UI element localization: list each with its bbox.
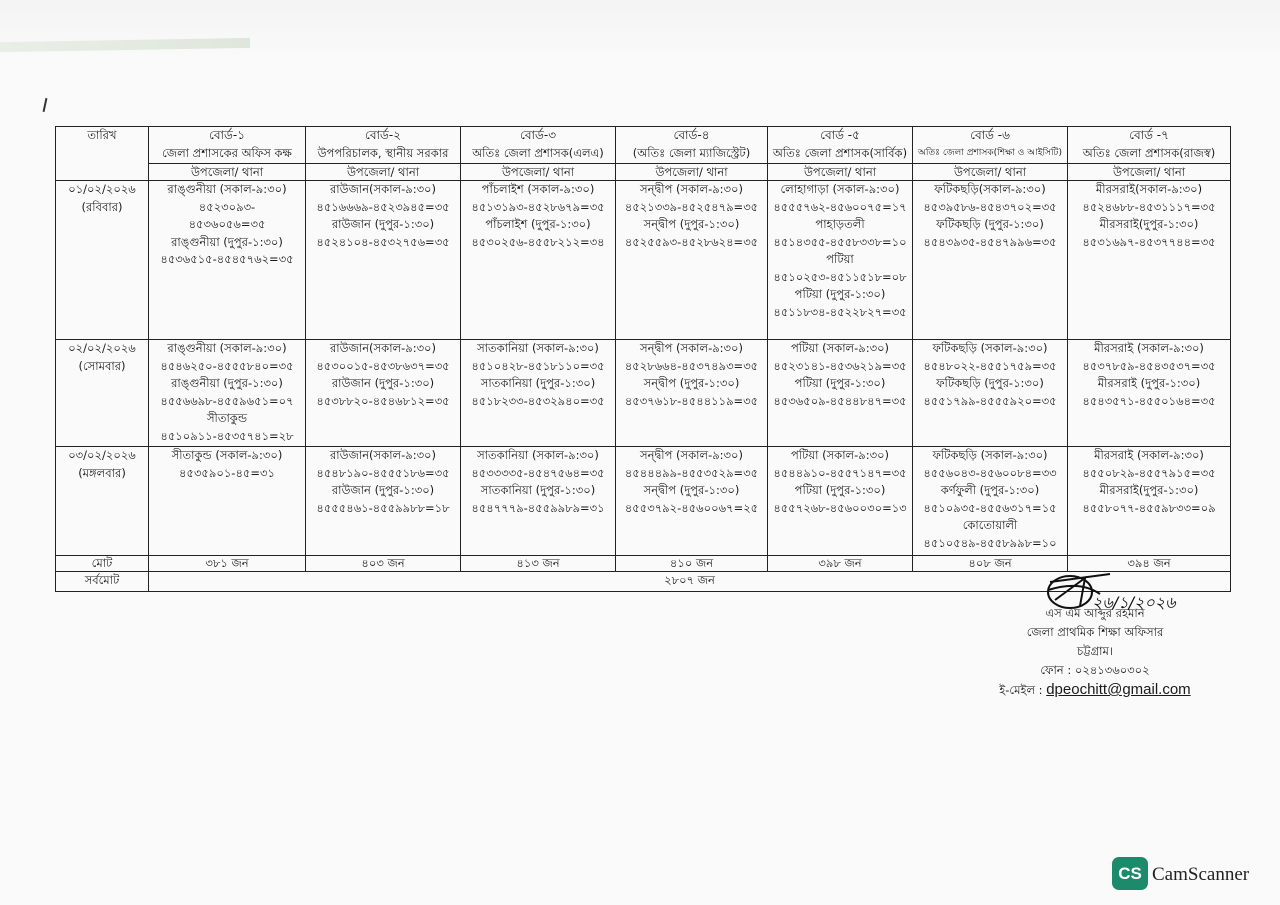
board-officer: অতিঃ জেলা প্রশাসক(এলএ) <box>472 145 604 160</box>
total-value: ৪১০ জন <box>669 556 714 570</box>
subheader-cell <box>616 164 768 181</box>
total-label-cell <box>56 556 149 572</box>
schedule-line: ৪৫৪৮০২২-৪৫৫১৭৫৯=৩৫ <box>923 358 1057 373</box>
total-cell <box>768 556 913 572</box>
schedule-line: ৪৫৫৬৬৯৮-৪৫৫৯৬৫১=০৭ <box>160 393 294 408</box>
schedule-line: মীরসরাই (সকাল-৯:৩০) <box>1094 341 1204 355</box>
schedule-cell <box>461 181 616 340</box>
schedule-cell <box>768 181 913 340</box>
date-value: ০৩/০২/২০২৬ <box>68 448 136 462</box>
board-name: বোর্ড-২ <box>365 128 401 142</box>
date-value: ০১/০২/২০২৬ <box>68 182 136 196</box>
schedule-line: মীরসরাই (সকাল-৯:৩০) <box>1094 448 1204 462</box>
schedule-line: ৪৫২৮৬৬৪-৪৫৩৭৪৯৩=৩৫ <box>624 358 759 373</box>
camscanner-label: CamScanner <box>1152 864 1250 885</box>
schedule-line: ৪৫৫৩৭৯২-৪৫৬০০৬৭=২৫ <box>624 500 759 515</box>
subheader-cell <box>768 164 913 181</box>
schedule-line: পটিয়া (সকাল-৯:৩০) <box>790 341 890 355</box>
board-officer: জেলা প্রশাসকের অফিস কক্ষ <box>162 145 292 160</box>
schedule-cell <box>149 340 306 447</box>
signature-block <box>975 604 1215 700</box>
schedule-line: ৪৫৩১৬৯৭-৪৫৩৭৭৪৪=৩৫ <box>1082 234 1216 249</box>
header-board-3 <box>461 127 616 164</box>
schedule-line: কোতোয়ালী <box>962 518 1018 532</box>
schedule-line: পটিয়া (দুপুর-১:৩০) <box>794 287 886 301</box>
date-cell <box>56 447 149 556</box>
schedule-cell <box>1068 447 1231 556</box>
schedule-line: ৪৫৩৭৬১৮-৪৫৪৪১১৯=৩৫ <box>624 393 759 408</box>
email-line <box>975 680 1215 700</box>
schedule-line: সাতকানিয়া (দুপুর-১:৩০) <box>480 483 596 497</box>
exam-schedule-table <box>55 126 1231 592</box>
schedule-line: ৪৫১০৫৪৯-৪৫৫৮৯৯৮=১০ <box>923 535 1057 550</box>
schedule-line: পাঁচলাইশ (সকাল-৯:৩০) <box>481 182 595 196</box>
phone-line <box>975 661 1215 680</box>
subheader-cell <box>1068 164 1231 181</box>
schedule-line: ৪৫১৮২৩৩-৪৫৩২৯৪০=৩৫ <box>471 393 605 408</box>
schedule-line: ৪৫১০৯৩৫-৪৫৫৬৩১৭=১৫ <box>923 500 1057 515</box>
schedule-line: রাউজান(সকাল-৯:৩০) <box>329 341 437 355</box>
schedule-line: মীরসরাই(সকাল-৯:৩০) <box>1095 182 1203 196</box>
board-name: বোর্ড-৪ <box>673 128 710 142</box>
camscanner-logo: CS <box>1112 857 1148 890</box>
schedule-line: রাউজান (দুপুর-১:৩০) <box>331 376 435 390</box>
table-row <box>56 127 1231 164</box>
subheader-cell <box>306 164 461 181</box>
schedule-cell <box>306 181 461 340</box>
schedule-line: ৪৫৫৬০৪৩-৪৫৬০০৮৪=৩৩ <box>923 465 1057 480</box>
schedule-cell <box>149 447 306 556</box>
schedule-cell <box>768 340 913 447</box>
header-board-4 <box>616 127 768 164</box>
schedule-line: ৪৫৫০৮২৯-৪৫৫৭৯১৫=৩৫ <box>1082 465 1216 480</box>
subheader-label: উপজেলা/ থানা <box>346 165 420 179</box>
schedule-line: রাউজান(সকাল-৯:৩০) <box>329 448 437 462</box>
schedule-line: ৪৫৪৭৭৭৯-৪৫৫৯৯৮৯=৩১ <box>471 500 605 515</box>
schedule-line: ৪৫২১৩৩৯-৪৫২৫৪৭৯=৩৫ <box>624 199 759 214</box>
total-value: ৩৮১ জন <box>205 556 249 570</box>
date-header-label: তারিখ <box>87 128 117 142</box>
schedule-line: রাউজান (দুপুর-১:৩০) <box>331 483 435 497</box>
schedule-line: সাতকানিয়া (সকাল-৯:৩০) <box>477 448 599 462</box>
officer-location: চট্টগ্রাম। <box>1077 644 1113 658</box>
schedule-line: ৪৫৫৫৭৬২-৪৫৬০০৭৫=১৭ <box>773 199 907 214</box>
table-row <box>56 340 1231 447</box>
day-value: (সোমবার) <box>78 358 126 373</box>
header-board-1 <box>149 127 306 164</box>
total-cell <box>306 556 461 572</box>
total-cell <box>461 556 616 572</box>
total-value: ৪০৮ জন <box>968 556 1012 570</box>
board-name: বোর্ড-১ <box>209 128 245 142</box>
signature-date: ২৬/১/২০২৬ <box>1092 593 1176 612</box>
board-officer: উপপরিচালক, স্থানীয় সরকার <box>317 145 449 160</box>
schedule-line: ৪৫৩৯৫৮৬-৪৫৪৩৭০২=৩৫ <box>923 199 1057 214</box>
board-name: বোর্ড -৫ <box>820 128 860 142</box>
schedule-line: পটিয়া (দুপুর-১:৩০) <box>794 483 886 497</box>
board-name: বোর্ড-৩ <box>520 128 556 142</box>
schedule-line: ৪৫৩৬৫০৯-৪৫৪৪৮৪৭=৩৫ <box>773 393 907 408</box>
schedule-line: ৪৫৩৬৫১৫-৪৫৪৫৭৬২=৩৫ <box>160 252 294 266</box>
total-label: মোট <box>91 556 113 570</box>
date-value: ০২/০২/২০২৬ <box>68 341 136 355</box>
schedule-cell <box>616 340 768 447</box>
schedule-line: ৪৫৫১৭৯৯-৪৫৫৫৯২০=৩৫ <box>923 393 1057 408</box>
subheader-label: উপজেলা/ থানা <box>190 165 264 179</box>
schedule-line: পটিয়া <box>826 252 854 266</box>
schedule-line: ৪৫৩৭৮৫৯-৪৫৪৩৫৩৭=৩৫ <box>1082 358 1216 373</box>
total-value: ৩৯৮ জন <box>818 556 862 570</box>
schedule-cell <box>1068 181 1231 340</box>
table-row <box>56 164 1231 181</box>
schedule-line: ৪৫৪৪৯১০-৪৫৫৭১৪৭=৩৫ <box>773 465 907 480</box>
board-name: বোর্ড -৬ <box>970 128 1010 142</box>
schedule-line: রাঙ্গুনীয়া (সকাল-৯:৩০) <box>167 182 287 196</box>
schedule-line: ৪৫১১৮৩৪-৪৫২২৮২৭=৩৫ <box>773 304 907 319</box>
schedule-line: ৪৫৫৭২৬৮-৪৫৬০০৩০=১৩ <box>773 500 907 515</box>
day-value: (রবিবার) <box>81 199 123 214</box>
schedule-line: ৪৫৩৫৯০১-৪৫=৩১ <box>179 465 275 480</box>
schedule-line: মীরসরাই(দুপুর-১:৩০) <box>1099 217 1199 231</box>
schedule-line: সাতকানিয়া (সকাল-৯:৩০) <box>477 341 599 355</box>
day-value: (মঙ্গলবার) <box>78 465 126 480</box>
schedule-line: ফটিকছড়ি (দুপুর-১:৩০) <box>936 376 1044 390</box>
schedule-line: ৪৫৩০০১৫-৪৫৩৮৬৩৭=৩৫ <box>316 358 450 373</box>
schedule-cell <box>149 181 306 340</box>
schedule-line: ৪৫৫৫৪৬১-৪৫৫৯৯৮৮=১৮ <box>316 500 450 515</box>
header-board-7 <box>1068 127 1231 164</box>
subheader-label: উপজেলা/ থানা <box>803 165 877 179</box>
schedule-line: সন্দ্বীপ (সকাল-৯:৩০) <box>639 182 743 196</box>
grand-total-label: সর্বমোট <box>84 573 120 587</box>
schedule-line: সন্দ্বীপ (সকাল-৯:৩০) <box>639 341 743 355</box>
grand-total-value: ২৮০৭ জন <box>664 573 715 587</box>
schedule-cell <box>461 340 616 447</box>
schedule-line: ৪৫৪৬২৫০-৪৫৫৫৮৪০=৩৫ <box>160 358 294 373</box>
schedule-line: ৪৫৩৬০৫৬=৩৫ <box>188 217 266 231</box>
schedule-line: ফটিকছড়ি (দুপুর-১:৩০) <box>936 217 1044 231</box>
email-label: ই-মেইল : <box>999 683 1043 697</box>
schedule-cell <box>306 340 461 447</box>
schedule-line: ৪৫১৪৩৫৫-৪৫৫৮৩৩৮=১০ <box>773 234 907 249</box>
header-date <box>56 127 149 181</box>
schedule-line: সাতকানিয়া (দুপুর-১:৩০) <box>480 376 596 390</box>
header-board-2 <box>306 127 461 164</box>
schedule-line: ৪৫২৪১০৪-৪৫৩২৭৫৬=৩৫ <box>316 234 450 249</box>
schedule-line: ৪৫৩০২৫৬-৪৫৫৮২১২=৩৪ <box>471 234 605 249</box>
pen-mark <box>43 98 48 112</box>
schedule-line: রাঙ্গুনীয়া (দুপুর-১:৩০) <box>171 234 283 249</box>
phone-number: ০২৪১৩৬০৩০২ <box>1074 663 1150 677</box>
schedule-line: ৪৫১৬৬৬৯-৪৫২৩৯৪৫=৩৫ <box>316 199 450 214</box>
schedule-line: ৪৫১০২৫৩-৪৫১১৫১৮=০৮ <box>773 269 907 284</box>
schedule-line: পটিয়া (দুপুর-১:৩০) <box>794 376 886 390</box>
schedule-line: রাউজান(সকাল-৯:৩০) <box>329 182 437 196</box>
schedule-line: ৪৫২৪৬৮৮-৪৫৩১১১৭=৩৫ <box>1082 199 1216 214</box>
subheader-cell <box>149 164 306 181</box>
board-officer: অতিঃ জেলা প্রশাসক(সার্বিক) <box>772 145 908 160</box>
schedule-line: কর্ণফুলী (দুপুর-১:৩০) <box>940 483 1040 497</box>
schedule-cell <box>306 447 461 556</box>
schedule-cell <box>913 447 1068 556</box>
schedule-line: ফটিকছড়ি (সকাল-৯:৩০) <box>932 448 1048 462</box>
schedule-line: ৪৫২৩০৯৩- <box>198 199 256 214</box>
schedule-line: ৪৫৫৮০৭৭-৪৫৫৯৮৩৩=০৯ <box>1082 500 1216 515</box>
subheader-label: উপজেলা/ থানা <box>501 165 575 179</box>
schedule-line: ফটিকছড়ি(সকাল-৯:৩০) <box>934 182 1046 196</box>
schedule-cell <box>913 181 1068 340</box>
schedule-line: ৪৫৪৪৪৯৯-৪৫৫৩৫২৯=৩৫ <box>624 465 759 480</box>
schedule-line: সন্দ্বীপ (দুপুর-১:৩০) <box>643 376 740 390</box>
schedule-line: মীরসরাই(দুপুর-১:৩০) <box>1099 483 1199 497</box>
total-value: ৩৯৪ জন <box>1127 556 1171 570</box>
schedule-line: সন্দ্বীপ (দুপুর-১:৩০) <box>643 217 740 231</box>
schedule-line: ৪৫৪৩৯৩৫-৪৫৪৭৯৯৬=৩৫ <box>923 234 1057 249</box>
total-value: ৪০৩ জন <box>361 556 405 570</box>
schedule-line: সন্দ্বীপ (দুপুর-১:৩০) <box>643 483 740 497</box>
schedule-line: ৪৫২৩১৪১-৪৫৩৬২১৯=৩৫ <box>773 358 907 373</box>
schedule-line: লোহাগাড়া (সকাল-৯:৩০) <box>780 182 900 196</box>
schedule-line: ৪৫৪৩৫৭১-৪৫৫০১৬৪=৩৫ <box>1082 393 1216 408</box>
subheader-label: উপজেলা/ থানা <box>953 165 1027 179</box>
schedule-cell <box>461 447 616 556</box>
schedule-line: রাউজান (দুপুর-১:৩০) <box>331 217 435 231</box>
schedule-cell <box>768 447 913 556</box>
schedule-cell <box>616 181 768 340</box>
schedule-line: ৪৫৩৮৮২০-৪৫৪৬৮১২=৩৫ <box>316 393 450 408</box>
schedule-line: ৪৫১০৯১১-৪৫৩৫৭৪১=২৮ <box>160 428 294 443</box>
total-cell <box>149 556 306 572</box>
schedule-line: ৪৫২৫৫৯৩-৪৫২৮৬২৪=৩৫ <box>624 234 759 249</box>
schedule-line: ৪৫১০৪২৮-৪৫১৮১১০=৩৫ <box>471 358 605 373</box>
date-cell <box>56 181 149 340</box>
subheader-cell <box>913 164 1068 181</box>
schedule-line: রাঙ্গুনীয়া (সকাল-৯:৩০) <box>167 341 287 355</box>
officer-designation: জেলা প্রাথমিক শিক্ষা অফিসার <box>1026 625 1164 639</box>
schedule-line: পাঁচলাইশ (দুপুর-১:৩০) <box>485 217 591 231</box>
grand-total-label-cell <box>56 572 149 592</box>
officer-name: এস এম আব্দুর রহমান <box>1045 606 1145 620</box>
schedule-line: ৪৫৪৮১৯০-৪৫৫৫১৮৬=৩৫ <box>316 465 450 480</box>
board-officer: অতিঃ জেলা প্রশাসক(রাজস্ব) <box>1082 145 1216 160</box>
schedule-line: সীতাকুন্ড <box>206 411 248 425</box>
schedule-line: মীরসরাই (দুপুর-১:৩০) <box>1097 376 1201 390</box>
schedule-line: ৪৫১৩১৯৩-৪৫২৮৬৭৯=৩৫ <box>471 199 605 214</box>
schedule-line: সীতাকুন্ড (সকাল-৯:৩০) <box>171 448 283 462</box>
schedule-line: পাহাড়তলী <box>815 217 865 231</box>
total-value: ৪১৩ জন <box>516 556 560 570</box>
subheader-cell <box>461 164 616 181</box>
scan-shade <box>0 0 1280 60</box>
header-board-5 <box>768 127 913 164</box>
schedule-line: রাঙ্গুনীয়া (দুপুর-১:৩০) <box>171 376 283 390</box>
header-board-6 <box>913 127 1068 164</box>
subheader-label: উপজেলা/ থানা <box>1112 165 1186 179</box>
board-name: বোর্ড -৭ <box>1129 128 1169 142</box>
date-cell <box>56 340 149 447</box>
schedule-line: ৪৫৩৩৩৩৫-৪৫৪৭৫৬৪=৩৫ <box>471 465 605 480</box>
phone-label: ফোন : <box>1040 663 1072 677</box>
subheader-label: উপজেলা/ থানা <box>655 165 728 179</box>
table-row <box>56 181 1231 340</box>
schedule-cell <box>1068 340 1231 447</box>
schedule-cell <box>616 447 768 556</box>
schedule-line: পটিয়া (সকাল-৯:৩০) <box>790 448 890 462</box>
schedule-cell <box>913 340 1068 447</box>
table-row <box>56 447 1231 556</box>
email-link[interactable]: dpeochitt@gmail.com <box>1046 681 1191 698</box>
total-cell <box>616 556 768 572</box>
board-officer: অতিঃ জেলা প্রশাসক(শিক্ষা ও আইসিটি) <box>918 147 1062 158</box>
board-officer: (অতিঃ জেলা ম্যাজিস্ট্রেট) <box>632 145 751 160</box>
schedule-line: ফটিকছড়ি (সকাল-৯:৩০) <box>932 341 1048 355</box>
schedule-line: সন্দ্বীপ (সকাল-৯:৩০) <box>639 448 743 462</box>
